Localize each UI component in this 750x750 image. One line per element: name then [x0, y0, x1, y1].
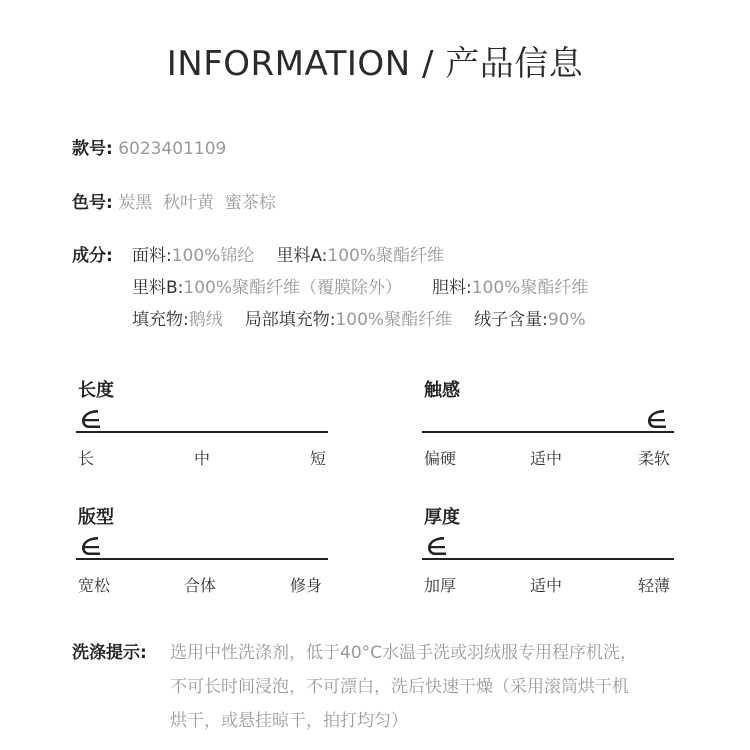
- style-number-label: 款号:: [72, 139, 113, 159]
- feel-scale: [422, 376, 674, 486]
- composition-item-name: 填充物:: [132, 310, 189, 330]
- scale-line: [76, 431, 328, 433]
- scale-tick-label: 偏硬: [424, 449, 457, 468]
- scale-tick-label: 短: [310, 449, 327, 468]
- leaf-marker-icon: [644, 407, 668, 431]
- scale-tick-label: 柔软: [638, 449, 671, 468]
- color-number-label: 色号:: [72, 193, 113, 213]
- composition-label: 成分:: [72, 246, 113, 266]
- leaf-marker-icon: [78, 407, 102, 431]
- composition-item-value: 鹅绒: [188, 310, 223, 330]
- composition-line-3: [132, 308, 586, 332]
- composition-item-name: 胆料:: [432, 278, 472, 298]
- composition-item-value: 100%聚酯纤维: [327, 246, 445, 266]
- page-title: INFORMATION / 产品信息: [166, 44, 584, 84]
- leaf-marker-icon: [424, 534, 448, 558]
- scale-line: [422, 431, 674, 433]
- scale-tick-label: 修身: [290, 576, 323, 595]
- composition-item-name: 里料A:: [276, 246, 328, 266]
- scale-title: 触感: [424, 380, 460, 401]
- style-number-row: [72, 137, 226, 161]
- scale-title: 版型: [78, 507, 114, 528]
- style-number-value: 6023401109: [118, 139, 227, 159]
- scale-tick-label: 合体: [184, 576, 217, 595]
- scale-tick-label: 长: [78, 449, 95, 468]
- leaf-marker-icon: [78, 534, 102, 558]
- composition-item-value: 90%: [547, 310, 586, 330]
- scale-tick-label: 适中: [530, 449, 563, 468]
- composition-item-value: 100%锦纶: [171, 246, 255, 266]
- color-number-row: [72, 191, 276, 215]
- thickness-scale: [422, 503, 674, 613]
- scale-tick-label: 中: [194, 449, 211, 468]
- length-scale: [76, 376, 328, 486]
- composition-row: [72, 244, 113, 268]
- composition-line-2: [132, 276, 588, 300]
- scale-tick-label: 适中: [530, 576, 563, 595]
- fit-scale: [76, 503, 328, 613]
- wash-instructions-line: 烘干，或悬挂晾干，拍打均匀）: [170, 711, 408, 731]
- composition-line-1: [132, 244, 444, 268]
- composition-item-name: 局部填充物:: [244, 310, 336, 330]
- composition-item-name: 绒子含量:: [474, 310, 548, 330]
- wash-instructions-line: 不可长时间浸泡，不可漂白，洗后快速干燥（采用滚筒烘干机: [170, 677, 629, 697]
- composition-item-value: 100%聚酯纤维: [471, 278, 589, 298]
- color-number-value: 炭黑 秋叶黄 蜜茶棕: [118, 193, 276, 213]
- scale-title: 厚度: [424, 507, 460, 528]
- scale-tick-label: 加厚: [424, 576, 457, 595]
- scale-line: [76, 558, 328, 560]
- scale-tick-label: 宽松: [78, 576, 111, 595]
- scale-title: 长度: [78, 380, 114, 401]
- wash-instructions-line: 选用中性洗涤剂，低于40°C水温手洗或羽绒服专用程序机洗，: [170, 643, 638, 663]
- scale-line: [422, 558, 674, 560]
- composition-item-name: 面料:: [132, 246, 172, 266]
- composition-item-name: 里料B:: [132, 278, 184, 298]
- scale-tick-label: 轻薄: [638, 576, 671, 595]
- wash-instructions-label: 洗涤提示:: [72, 643, 147, 663]
- composition-item-value: 100%聚酯纤维: [335, 310, 453, 330]
- composition-item-value: 100%聚酯纤维（覆膜除外）: [183, 278, 402, 298]
